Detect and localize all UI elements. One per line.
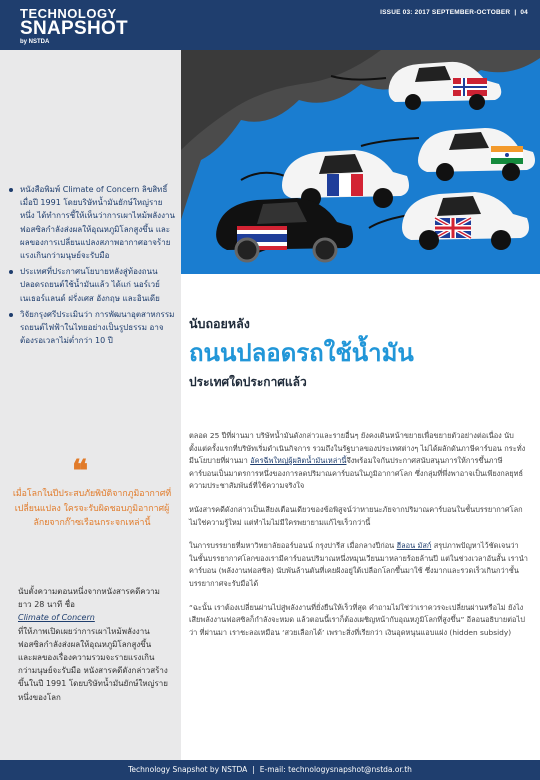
- paragraph: [189, 540, 529, 590]
- bullet-item: ประเทศที่ประกาศนโยบายหลังสู่ท้องถนนปลอดรถยนต์ใช้น้ำมันแล้ว ได้แก่ นอร์เวย์ เนเธอร์แลนด์ ฝรั่งเศส อังกฤษ และอินเดีย: [8, 265, 176, 305]
- climate-of-concern-link[interactable]: Climate of Concern: [18, 613, 95, 623]
- headline-title: ถนนปลอดรถใช้น้ำมัน: [189, 339, 414, 367]
- page-header: [0, 0, 540, 50]
- paragraph: [189, 430, 529, 493]
- footer-email[interactable]: E-mail: technologysnapshot@nstda.or.th: [259, 765, 412, 774]
- logo-by: by NSTDA: [20, 39, 50, 45]
- headline-kicker: นับถอยหลัง: [189, 316, 250, 331]
- paragraph-text: สรุปภาพปัญหาไว้ชัดเจนว่า ในชั้นบรรยากาศโลกของเรามีคาร์บอนปริมาณหนึ่งหมุนเวียนมาหลายร้อยล้านปี แต่ในช่วงเวลาอันสั้น เรานำคาร์บอน (พลังงานฟอสซิล) นับพันล้านตันที่เคยฝังอยู่ใต้เปลือกโลกขึ้นมาใช้ ซึ่งมากและรวดเร็วเกินกว่าชั้นบรรยากาศจะรับมือได้: [189, 541, 528, 588]
- footer-brand: Technology Snapshot by NSTDA: [128, 765, 248, 774]
- car-india: [418, 128, 535, 181]
- elon-musk-link[interactable]: ฮีลอน มัสก์: [396, 541, 432, 551]
- issue-label: ISSUE 03: 2017 SEPTEMBER-OCTOBER: [380, 9, 511, 16]
- issue-separator: |: [514, 9, 517, 16]
- logo-line1: TECHNOLOGY: [20, 6, 117, 21]
- paragraph-text: ตลอด 25 ปีที่ผ่านมา บริษัทน้ำมันดังกล่าวและรายอื่นๆ ยังคงเดินหน้าขยายเพื่อขยายตัวอย่างต่อเนื่อง นับตั้งแต่ครั้งแรกที่บริษัทเริ่มดำเนินกิจการ รวมถึงในรัฐบาลของประเทศต่างๆ ไม่ได้ผลักดันภาษีคาร์บอน กระทั่งมีนโยบายที่ผ่านมา: [189, 431, 526, 466]
- sidebar-body-intro: นับตั้งความตอนหนึ่งจากหนังสารคดีความยาว 28 นาที ชื่อ: [18, 587, 160, 610]
- footer-separator: |: [252, 765, 255, 774]
- logo-line2: SNAPSHOT: [20, 18, 128, 39]
- oil-giants-link[interactable]: อัครฉีพใหญ่ผู้ผลิตน้ำมันเหล่านี้: [250, 456, 347, 466]
- paragraph-text: จึงพร้อมใจกันประกาศสนับสนุนการให้การขึ้นภาษีคาร์บอนเป็นมาตรการหนึ่งของการลดปริมาณคาร์บอนในภูมิอากาศโลก ซึ่งกลุ่มที่พึ่งพาอาจเป็นเพียงกลยุทธ์ความประชาสัมพันธ์ที่ใช้ความจริงใจ: [189, 456, 523, 491]
- cars-illustration: [181, 50, 540, 274]
- car-thailand: [216, 198, 353, 261]
- paragraph: หนังสารคดีดังกล่าวเป็นเสียงเตือนเดียวของข้อพิสูจน์ว่าหายนะภัยจากปริมาณคาร์บอนในชั้นบรรยากาศโลกไม่ใช่ความรู้ใหม่ แต่ทำไมไม่มีใครพยายามแก้ไขเร็วกว่านี้: [189, 504, 523, 527]
- quote-mark-icon: ❝: [72, 454, 89, 489]
- headline-subtitle: ประเทศใดประกาศแล้ว: [189, 375, 307, 389]
- sidebar-bullets: [8, 183, 176, 350]
- paragraph-text: ในการบรรยายที่มหาวิทยาลัยออร์บอนน์ กรุงปารีส เมื่อกลางปีก่อน: [189, 541, 395, 551]
- sidebar-body: [18, 585, 168, 704]
- article-body: [189, 430, 529, 650]
- pull-quote: เมื่อโลกในปีประสบภัยพิบัติจากภูมิอากาศที่เปลี่ยนแปลง ใครจะรับผิดชอบภูมิอากาศผู้ลักยจากก๊าซเรือนกระจกเหล่านี้: [12, 489, 172, 528]
- paragraph: “ฉะนั้น เราต้องเปลี่ยนผ่านไปสู่พลังงานที่ยั่งยืนให้เร็วที่สุด คำถามไม่ใช่ว่าเราควรจะเปลี่ยนผ่านหรือไม่ ยังไงเสียพลังงานฟอสซิลก็กำลังจะหมด แล้วตอนนี้เราก็ต้องเผชิญหน้ากับอุณหภูมิโลกที่สูงขึ้น” อีลอนอธิบายต่อไปว่า ที่ผ่านมา เราชะลอเหมือน ‘สวยเลือกได้’ เพราะสิ่งที่เรียกว่า เงินอุดหนุนแอบแฝง (hidden subsidy): [189, 602, 525, 637]
- bullet-item: หนังสือพิมพ์ Climate of Concern ลิขสิทธิ์เมื่อปี 1991 โดยบริษัทน้ำมันยักษ์ใหญ่รายหนึ่ง ได้ทำการชี้ให้เห็นว่าการเผาไหม้พลังงานฟอสซิลกำลังส่งผลให้อุณหภูมิโลกสูงขึ้น และผลของการเปลี่ยนแปลงสภาพอากาศอาจร้ายแรงเกินกว่ามนุษย์จะรับมือ: [8, 183, 176, 262]
- page-footer: [0, 760, 540, 780]
- issue-info: [380, 9, 528, 16]
- car-united-kingdom: [402, 192, 529, 250]
- bullet-item: วิจัยกรุงศรีประเมินว่า การพัฒนาอุตสาหกรรมรถยนต์ไฟฟ้าในไทยอย่างเป็นรูปธรรม อาจต้องรอเวลาไม่ต่ำกว่า 10 ปี: [8, 308, 176, 348]
- hero-illustration: [181, 50, 540, 274]
- sidebar-body-rest: ที่ให้ภาพเปิดเผยว่าการเผาไหม้พลังงานฟอสซิลกำลังส่งผลให้อุณหภูมิโลกสูงขึ้น และผลของเรื่องความรวมจะรายแรงเกินกว่ามนุษย์จะรับมือ หนังสารคดีดังกล่าวสร้างขึ้นในปี 1991 โดยบริษัทน้ำมันยักษ์ใหญ่รายหนึ่งของโลก: [18, 626, 168, 702]
- page-number: 04: [520, 9, 528, 16]
